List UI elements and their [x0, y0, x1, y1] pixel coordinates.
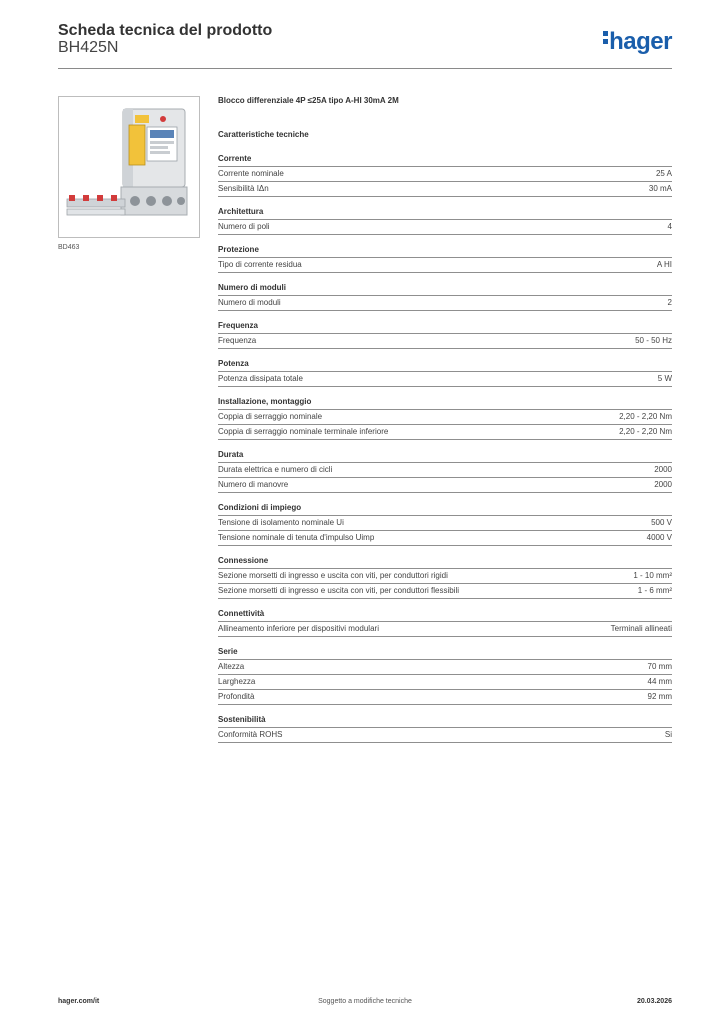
- spec-row: [218, 515, 672, 530]
- spec-row: [218, 409, 672, 424]
- spec-section: [218, 449, 672, 493]
- spec-rows: [218, 659, 672, 705]
- spec-rows: [218, 568, 672, 599]
- page-header: [58, 22, 672, 70]
- section-title: Potenza: [218, 359, 249, 368]
- spec-section: [218, 646, 672, 705]
- spec-row: [218, 424, 672, 440]
- product-specs: [218, 96, 672, 743]
- logo-colon-icon: [603, 28, 608, 47]
- footer-date: 20.03.2026: [636, 998, 672, 1005]
- spec-rows: [218, 257, 672, 273]
- footer-notice: Soggetto a modifiche tecniche: [318, 998, 412, 1005]
- section-title: Connettività: [218, 609, 265, 618]
- section-title: Durata: [218, 450, 244, 459]
- spec-label: Tensione di isolamento nominale Ui: [218, 518, 344, 527]
- section-title: Frequenza: [218, 321, 259, 330]
- residual-current-block-illustration: [59, 97, 199, 237]
- spec-rows: [218, 295, 672, 311]
- spec-section: [218, 396, 672, 440]
- spec-label: Conformità ROHS: [218, 730, 283, 739]
- spec-label: Allineamento inferiore per dispositivi modulari: [218, 624, 379, 633]
- section-title: Sostenibilità: [218, 715, 266, 724]
- spec-sections: [218, 153, 672, 743]
- section-title: Architettura: [218, 207, 264, 216]
- spec-value: 2,20 - 2,20 Nm: [619, 427, 672, 436]
- footer-website-link[interactable]: hager.com/it: [58, 998, 100, 1005]
- spec-value: 30 mA: [648, 184, 672, 193]
- spec-label: Tensione nominale di tenuta d'impulso Uimp: [218, 533, 375, 542]
- spec-rows: [218, 727, 672, 743]
- spec-value: A HI: [656, 260, 672, 269]
- product-description: Blocco differenziale 4P ≤25A tipo A-HI 30mA 2M: [218, 96, 399, 105]
- header-divider: [58, 68, 672, 69]
- product-code: BH425N: [58, 39, 119, 56]
- spec-label: Sezione morsetti di ingresso e uscita con viti, per conduttori flessibili: [218, 586, 459, 595]
- product-image: [58, 96, 200, 238]
- section-title: Connessione: [218, 556, 269, 565]
- section-title: Installazione, montaggio: [218, 397, 312, 406]
- logo-text: hager: [609, 28, 672, 55]
- spec-value: 2,20 - 2,20 Nm: [619, 412, 672, 421]
- spec-row: [218, 727, 672, 743]
- spec-rows: [218, 515, 672, 546]
- spec-row: [218, 462, 672, 477]
- spec-section: [218, 555, 672, 599]
- spec-row: [218, 295, 672, 311]
- section-title: Condizioni di impiego: [218, 503, 302, 512]
- spec-label: Durata elettrica e numero di cicli: [218, 465, 333, 474]
- spec-value: 44 mm: [647, 677, 672, 686]
- spec-row: [218, 477, 672, 493]
- spec-value: 2000: [654, 480, 672, 489]
- spec-rows: [218, 621, 672, 637]
- spec-label: Coppia di serraggio nominale terminale inferiore: [218, 427, 389, 436]
- spec-rows: [218, 166, 672, 197]
- spec-value: 4000 V: [646, 533, 672, 542]
- spec-label: Potenza dissipata totale: [218, 374, 303, 383]
- spec-label: Sensibilità IΔn: [218, 184, 269, 193]
- spec-value: 50 - 50 Hz: [635, 336, 672, 345]
- spec-row: [218, 674, 672, 689]
- spec-label: Sezione morsetti di ingresso e uscita con viti, per conduttori rigidi: [218, 571, 448, 580]
- spec-value: 4: [667, 222, 672, 231]
- section-title: Numero di moduli: [218, 283, 286, 292]
- spec-row: [218, 166, 672, 181]
- spec-value: Terminali allineati: [610, 624, 672, 633]
- spec-label: Numero di poli: [218, 222, 270, 231]
- section-title: Protezione: [218, 245, 259, 254]
- spec-section: [218, 358, 672, 387]
- spec-value: 92 mm: [647, 692, 672, 701]
- spec-value: Si: [664, 730, 672, 739]
- spec-label: Tipo di corrente residua: [218, 260, 302, 269]
- image-caption: BD463: [58, 244, 80, 251]
- spec-value: 1 - 10 mm²: [633, 571, 672, 580]
- spec-label: Altezza: [218, 662, 245, 671]
- spec-section: [218, 282, 672, 311]
- spec-section: [218, 244, 672, 273]
- spec-value: 5 W: [657, 374, 672, 383]
- spec-row: [218, 371, 672, 387]
- section-title: Corrente: [218, 154, 252, 163]
- hager-logo: [603, 28, 672, 56]
- document-title: Scheda tecnica del prodotto: [58, 22, 273, 39]
- spec-label: Coppia di serraggio nominale: [218, 412, 323, 421]
- page-footer: [58, 998, 672, 1010]
- spec-row: [218, 621, 672, 637]
- spec-value: 25 A: [655, 169, 672, 178]
- spec-section: [218, 320, 672, 349]
- spec-label: Frequenza: [218, 336, 257, 345]
- spec-value: 1 - 6 mm²: [637, 586, 672, 595]
- spec-row: [218, 568, 672, 583]
- spec-row: [218, 333, 672, 349]
- section-title: Serie: [218, 647, 238, 656]
- spec-label: Larghezza: [218, 677, 256, 686]
- spec-row: [218, 659, 672, 674]
- spec-row: [218, 181, 672, 197]
- spec-rows: [218, 462, 672, 493]
- spec-value: 2: [667, 298, 672, 307]
- spec-value: 500 V: [651, 518, 672, 527]
- spec-rows: [218, 219, 672, 235]
- specs-heading: Caratteristiche tecniche: [218, 130, 309, 139]
- spec-value: 70 mm: [647, 662, 672, 671]
- spec-label: Profondità: [218, 692, 255, 701]
- spec-section: [218, 714, 672, 743]
- spec-row: [218, 583, 672, 599]
- spec-section: [218, 153, 672, 197]
- spec-row: [218, 530, 672, 546]
- spec-section: [218, 502, 672, 546]
- spec-label: Corrente nominale: [218, 169, 284, 178]
- spec-section: [218, 608, 672, 637]
- spec-value: 2000: [654, 465, 672, 474]
- spec-row: [218, 689, 672, 705]
- spec-rows: [218, 409, 672, 440]
- spec-rows: [218, 371, 672, 387]
- spec-row: [218, 219, 672, 235]
- spec-row: [218, 257, 672, 273]
- spec-section: [218, 206, 672, 235]
- spec-rows: [218, 333, 672, 349]
- spec-label: Numero di moduli: [218, 298, 281, 307]
- spec-label: Numero di manovre: [218, 480, 289, 489]
